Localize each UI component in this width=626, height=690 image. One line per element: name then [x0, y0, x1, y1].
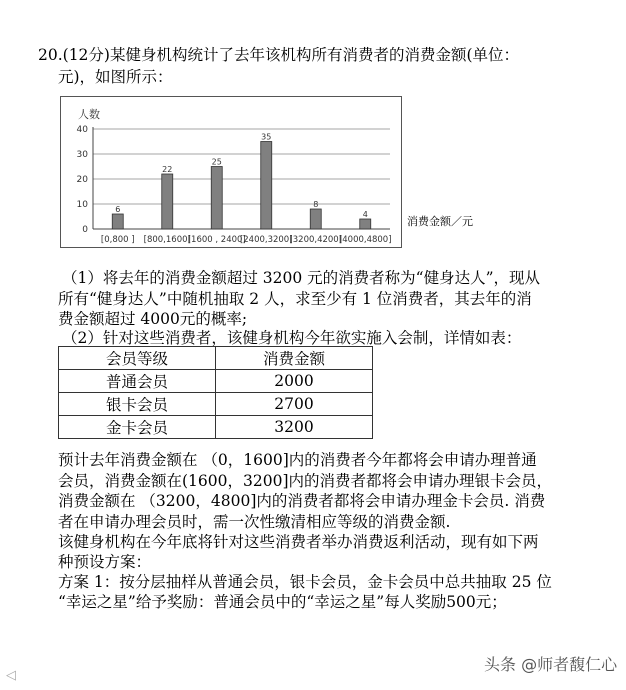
table-header-row: [59, 347, 373, 370]
back-arrow-icon[interactable]: ◁: [6, 668, 16, 683]
body-line: 者在申请办理会员时，需一次性缴清相应等级的消费金额.: [58, 513, 451, 531]
bar-value-label: 8: [313, 200, 319, 209]
table-cell-level: 普通会员: [59, 370, 216, 393]
part1-line-1: （1）将去年的消费金额超过 3200 元的消费者称为“健身达人”，现从: [62, 269, 541, 287]
part2-line-1: （2）针对这些消费者，该健身机构今年欲实施入会制，详情如表：: [62, 329, 522, 347]
table-cell-amount: 2700: [216, 393, 373, 416]
table-cell-level: 银卡会员: [59, 393, 216, 416]
y-tick-label: 20: [76, 175, 88, 185]
x-tick-label: [3200,4200]: [289, 235, 343, 245]
bar: [360, 219, 371, 229]
question-line-2: 元)，如图所示：: [58, 68, 173, 86]
bar-value-label: 4: [362, 210, 368, 219]
part1-line-3: 费金额超过 4000元的概率;: [58, 310, 248, 328]
bar: [211, 167, 222, 230]
x-tick-label: [4000,4800]: [338, 235, 392, 245]
bar: [261, 142, 272, 230]
table-header-amount: 消费金额: [216, 347, 373, 370]
table-header-level: 会员等级: [59, 347, 216, 370]
bar: [112, 214, 123, 229]
body-line: “幸运之星”给予奖励：普通会员中的“幸运之星”每人奖励500元；: [58, 593, 507, 611]
x-tick-label: [2400,3200]: [239, 235, 293, 245]
x-tick-label: [800,1600]: [143, 235, 191, 245]
y-tick-label: 0: [82, 225, 88, 235]
body-line: 预计去年消费金额在 （0，1600]内的消费者今年都将会申请办理普通: [58, 451, 537, 469]
body-line: 种预设方案：: [58, 553, 152, 571]
y-tick-label: 30: [76, 150, 88, 160]
body-line: 消费金额在 （3200，4800]内的消费者都将会申请办理金卡会员. 消费: [58, 492, 546, 510]
y-tick-label: 40: [76, 125, 88, 135]
table-cell-amount: 3200: [216, 416, 373, 439]
y-tick-label: 10: [76, 200, 88, 210]
bar: [162, 174, 173, 229]
membership-table: [58, 346, 373, 439]
table-cell-amount: 2000: [216, 370, 373, 393]
bar-value-label: 22: [162, 165, 173, 174]
bar-value-label: 25: [211, 157, 222, 167]
bar-value-label: 6: [115, 205, 121, 214]
x-tick-label: [0,800 ]: [100, 235, 135, 245]
part1-line-2: 所有“健身达人”中随机抽取 2 人，求至少有 1 位消费者，其去年的消: [58, 290, 532, 308]
bar-value-label: 35: [261, 132, 272, 142]
watermark: 头条 @师者馥仁心: [484, 655, 618, 674]
table-row: [59, 393, 373, 416]
y-axis-label: 人数: [78, 108, 100, 121]
body-line: 方案 1：按分层抽样从普通会员，银卡会员，金卡会员中总共抽取 25 位: [58, 573, 552, 591]
bar: [310, 209, 321, 229]
bar-chart: [60, 96, 402, 248]
x-axis-unit-label: 消费金额／元: [407, 215, 473, 228]
body-line: 会员，消费金额在(1600，3200]内的消费者都将会申请办理银卡会员，: [58, 472, 552, 490]
question-line-1: 20.(12分)某健身机构统计了去年该机构所有消费者的消费金额(单位：: [38, 46, 520, 64]
table-row: [59, 370, 373, 393]
x-tick-label: [1600 , 2400]: [187, 235, 246, 245]
table-row: [59, 416, 373, 439]
body-line: 该健身机构在今年底将针对这些消费者举办消费返利活动，现有如下两: [58, 533, 539, 551]
table-cell-level: 金卡会员: [59, 416, 216, 439]
